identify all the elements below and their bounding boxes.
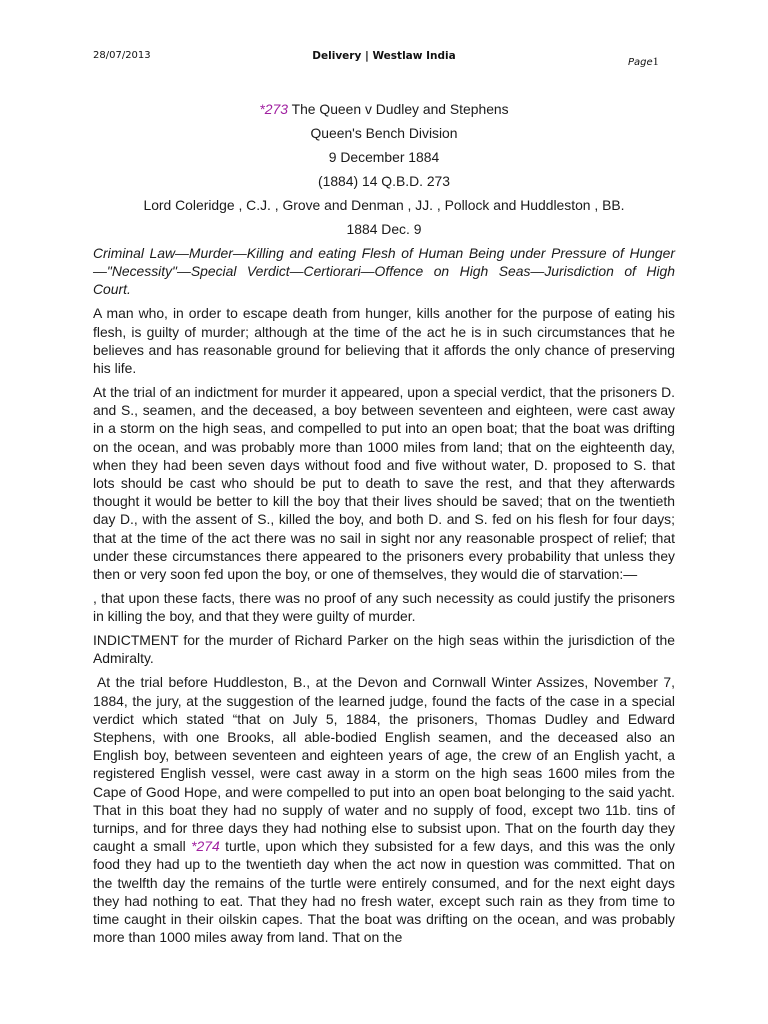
page-indicator [628, 54, 659, 69]
document-body [93, 100, 675, 952]
star-page-link-274[interactable]: *274 [191, 838, 220, 855]
trial-text-a: At the trial before Huddleston, B., at the Devon and Cornwall Winter Assizes, November 7, 1884, the jury, at the suggestion of the learned judge, found the facts of the case in a special verdict which stated “that on July 5, 1884, the prisoners, Thomas Dudley and Edward Stephens, with one Brooks, all able-bodied English seamen, and the deceased also an English boy, between seventeen and eighteen years of age, the crew of an English yacht, a registered English vessel, were cast away in a storm on the high seas 1600 miles from the Cape of Good Hope, and were compelled to put into an open boat belonging to the said yacht. That in this boat they had no supply of water and no supply of food, except two 11b. tins of turnips, and for three days they had nothing else to subsist upon. That on the fourth day they caught a small [93, 674, 675, 855]
star-page-link[interactable]: *273 [259, 101, 288, 117]
court-name: Queen's Bench Division [310, 125, 458, 141]
case-name: The Queen v Dudley and Stephens [287, 101, 509, 117]
case-citation: (1884) 14 Q.B.D. 273 [317, 173, 451, 189]
judges-line: Lord Coleridge , C.J. , Grove and Denman , JJ. , Pollock and Huddleston , BB. [143, 197, 625, 213]
catchwords: Criminal Law—Murder—Killing and eating Flesh of Human Being under Pressure of Hunger—"Necessity"—Special Verdict—Certiorari—Offence on High Seas—Jurisdiction of High Court. [93, 245, 675, 298]
delivery-title: Delivery | Westlaw India [312, 50, 456, 62]
print-date: 28/07/2013 [93, 50, 151, 61]
page-label: Page [628, 57, 653, 68]
headnote-paragraph: A man who, in order to escape death from hunger, kills another for the purpose of eating his flesh, is guilty of murder; although at the time of the act he is in such circumstances that he believes and has reasonable ground for believing that it affords the only chance of preserving his life. [93, 305, 675, 377]
holding-paragraph: , that upon these facts, there was no proof of any such necessity as could justify the prisoners in killing the boy, and that they were guilty of murder. [93, 590, 675, 625]
trial-text-b: turtle, upon which they subsisted for a few days, and this was the only food they had up to the twentieth day when the act now in question was committed. That on the twelfth day the remains of the turtle were entirely consumed, and for the next eight days they had nothing to eat. That they had no fresh water, except such rain as they from time to time caught in their oilskin capes. That the boat was drifting on the ocean, and was probably more than 1000 miles away from land. That on the [93, 838, 675, 946]
decision-date: 1884 Dec. 9 [346, 221, 422, 237]
trial-paragraph [93, 673, 675, 946]
page-number: 1 [652, 54, 659, 68]
indictment-paragraph: INDICTMENT for the murder of Richard Parker on the high seas within the jurisdiction of the Admiralty. [93, 632, 675, 667]
facts-paragraph: At the trial of an indictment for murder it appeared, upon a special verdict, that the prisoners D. and S., seamen, and the deceased, a boy between seventeen and eighteen, were cast away in a storm on the high seas, and compelled to put into an open boat; that the boat was drifting on the ocean, and was probably more than 1000 miles from land; that on the eighteenth day, when they had been seven days without food and five without water, D. proposed to S. that lots should be cast who should be put to death to save the rest, and that they afterwards thought it would be better to kill the boy that their lives should be saved; that on the twentieth day D., with the assent of S., killed the boy, and both D. and S. fed on his flesh for four days; that at the time of the act there was no sail in sight nor any reasonable prospect of relief; that under these circumstances there appeared to the prisoners every probability that unless they then or very soon fed upon the boy, or one of themselves, they would die of starvation:— [93, 384, 675, 583]
case-date: 9 December 1884 [328, 149, 440, 165]
case-title [93, 100, 675, 118]
